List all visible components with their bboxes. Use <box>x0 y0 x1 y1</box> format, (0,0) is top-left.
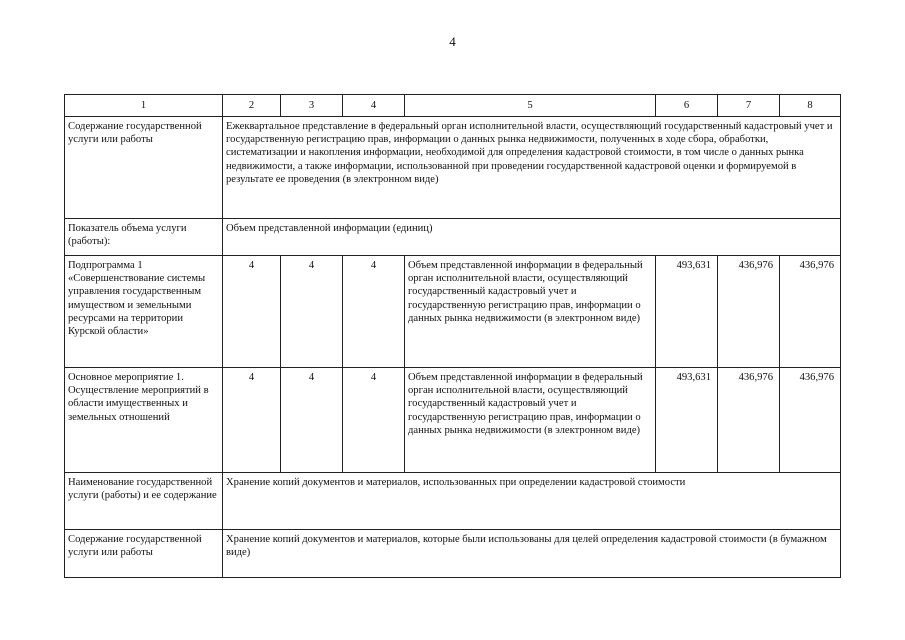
header-cell-3: 3 <box>281 95 343 117</box>
table-row <box>65 530 841 578</box>
row-label-indicator: Показатель объема услуги (работы): <box>65 219 223 256</box>
subprogram-col-4: 4 <box>343 256 405 368</box>
row-text-service-name: Хранение копий документов и материалов, использованных при определении кадастровой стоимости <box>223 473 841 530</box>
main-activity-col-3: 4 <box>281 368 343 473</box>
subprogram-col-7: 436,976 <box>718 256 780 368</box>
header-cell-4: 4 <box>343 95 405 117</box>
subprogram-col-8: 436,976 <box>780 256 841 368</box>
row-text-content: Ежеквартальное представление в федеральный орган исполнительной власти, осуществляющий государственный кадастровый учет и государственную регистрацию прав, информации о данных рынка недвижимости, полученных в ходе сбора, обработки, систематизации и накопления информации, необходимой для определения кадастровой стоимости, в том числе о данных рынка недвижимости, а также информации, использованной при проведении государственной кадастровой оценки и формируемой в результате ее проведения (в электронном виде) <box>223 117 841 219</box>
row-label-service-name: Наименование государственной услуги (работы) и ее содержание <box>65 473 223 530</box>
row-label-content-2: Содержание государственной услуги или работы <box>65 530 223 578</box>
subprogram-col-6: 493,631 <box>656 256 718 368</box>
page-number: 4 <box>449 34 456 49</box>
table-row <box>65 117 841 219</box>
header-cell-6: 6 <box>656 95 718 117</box>
table-header-row <box>65 95 841 117</box>
subprogram-col-2: 4 <box>223 256 281 368</box>
main-activity-col-8: 436,976 <box>780 368 841 473</box>
header-cell-2: 2 <box>223 95 281 117</box>
subprogram-col-5: Объем представленной информации в федеральный орган исполнительной власти, осуществляющий государственный кадастровый учет и государственную регистрацию прав, информации о данных рынка недвижимости (в электронном виде) <box>405 256 656 368</box>
row-label-main-activity: Основное мероприятие 1. Осуществление мероприятий в области имущественных и земельных отношений <box>65 368 223 473</box>
main-activity-col-5: Объем представленной информации в федеральный орган исполнительной власти, осуществляющий государственный кадастровый учет и государственную регистрацию прав, информации о данных рынка недвижимости (в электронном виде) <box>405 368 656 473</box>
row-label-subprogram: Подпрограмма 1 «Совершенствование системы управления государственным имуществом и земельными ресурсами на территории Курской области» <box>65 256 223 368</box>
main-activity-col-2: 4 <box>223 368 281 473</box>
header-cell-8: 8 <box>780 95 841 117</box>
table-row <box>65 368 841 473</box>
row-text-indicator: Объем представленной информации (единиц) <box>223 219 841 256</box>
main-activity-col-6: 493,631 <box>656 368 718 473</box>
main-activity-col-4: 4 <box>343 368 405 473</box>
row-text-content-2: Хранение копий документов и материалов, которые были использованы для целей определения кадастровой стоимости (в бумажном виде) <box>223 530 841 578</box>
table-row <box>65 256 841 368</box>
document-table <box>64 94 841 578</box>
table-row <box>65 473 841 530</box>
row-label-content: Содержание государственной услуги или работы <box>65 117 223 219</box>
header-cell-1: 1 <box>65 95 223 117</box>
subprogram-col-3: 4 <box>281 256 343 368</box>
table-row <box>65 219 841 256</box>
header-cell-5: 5 <box>405 95 656 117</box>
main-activity-col-7: 436,976 <box>718 368 780 473</box>
header-cell-7: 7 <box>718 95 780 117</box>
